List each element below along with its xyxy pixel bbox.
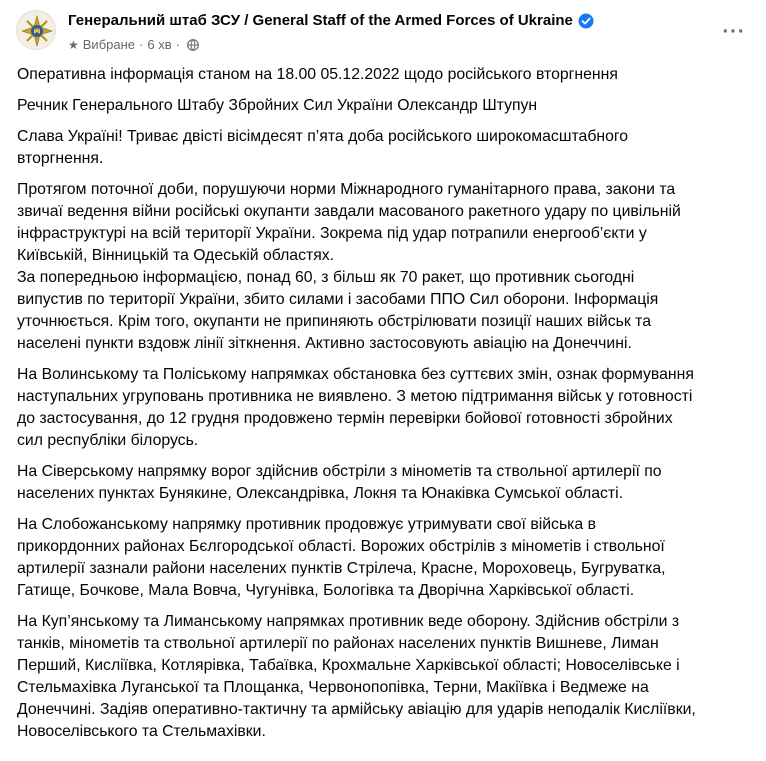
post-header xyxy=(0,0,766,64)
page-name-link[interactable] xyxy=(68,12,594,29)
paragraph: На Сіверському напрямку ворог здійснив обстріли з мінометів та ствольної артилерії по населених пунктах Бунякине, Олександрівка, Локня та Юнаківка Сумської області. xyxy=(17,463,662,502)
paragraph: Протягом поточної доби, порушуючи норми Міжнародного гуманітарного права, закони та звичаї ведення війни російські окупанти завдали масованого ракетного удару по цивільній інфраструктурі на всій території України. Зокрема під удар потрапили енергооб’єкти у Київській, Вінницькій та Одеській областях. За попередньою інформацією, понад 60, з більш як 70 ракет, що противник сьогодні випустив по території України, збито силами і засобами ППО Сил оборони. Інформація уточнюється. Крім того, окупанти не припиняють обстрілювати позиції наших військ та населені пункти вздовж лінії зіткнення. Активно застосовують авіацію на Донеччині. xyxy=(17,181,681,352)
paragraph: Оперативна інформація станом на 18.00 05.12.2022 щодо російського вторгнення xyxy=(17,66,618,83)
paragraph: Слава Україні! Триває двісті вісімдесят п’ята доба російського широкомасштабного вторгнення. xyxy=(17,128,629,167)
post-body xyxy=(17,64,752,752)
more-options-button[interactable] xyxy=(716,14,752,50)
paragraph: На Куп’янському та Лиманському напрямках противник веде оборону. Здійснив обстріли з танків, мінометів та ствольної артилерії по районах населених пунктів Вишневе, Лиман Перший, Кисліївка, Котлярівка, Табаївка, Крохмальне Харківської області; Новоселівське і Стельмахівка Луганської та Площанка, Червонопопівка, Терни, Макіївка і Ведмеже на Донеччині. Задіяв оперативно-тактичну та армійську авіацію для ударів неподалік Кисліївки, Новоселівського та Стельмахівки. xyxy=(17,613,696,740)
globe-icon xyxy=(187,39,199,51)
post-meta xyxy=(68,37,199,52)
star-icon: ★ xyxy=(68,37,79,52)
more-options-icon: ··· xyxy=(722,20,746,43)
meta-separator: · xyxy=(139,37,144,52)
post-time[interactable]: 6 хв xyxy=(147,37,172,52)
audience-label[interactable]: Вибране xyxy=(82,37,136,52)
page-avatar[interactable] xyxy=(16,10,56,50)
paragraph: Речник Генерального Штабу Збройних Сил України Олександр Штупун xyxy=(17,97,538,114)
paragraph: На Волинському та Поліському напрямках обстановка без суттєвих змін, ознак формування наступальних угруповань противника не виявлено. З метою підтримання військ у готовності до застосування, до 12 грудня продовжено термін перевірки бойової готовності збройних сил республіки білорусь. xyxy=(17,366,694,449)
meta-separator-2: · xyxy=(175,37,180,52)
verified-badge-icon xyxy=(578,13,594,29)
page-name-text[interactable]: Генеральний штаб ЗСУ / General Staff of the Armed Forces of Ukraine xyxy=(68,12,573,29)
armed-forces-emblem-icon xyxy=(17,11,56,50)
paragraph: На Слобожанському напрямку противник продовжує утримувати свої війська в прикордонних районах Бєлгородської області. Ворожих обстрілів з мінометів і ствольної артилерії зазнали райони населених пунктів Стрілеча, Красне, Мороховець, Бугруватка, Гатище, Бочкове, Мала Вовча, Чугунівка, Бологівка та Дворічна Харківської області. xyxy=(17,516,666,599)
